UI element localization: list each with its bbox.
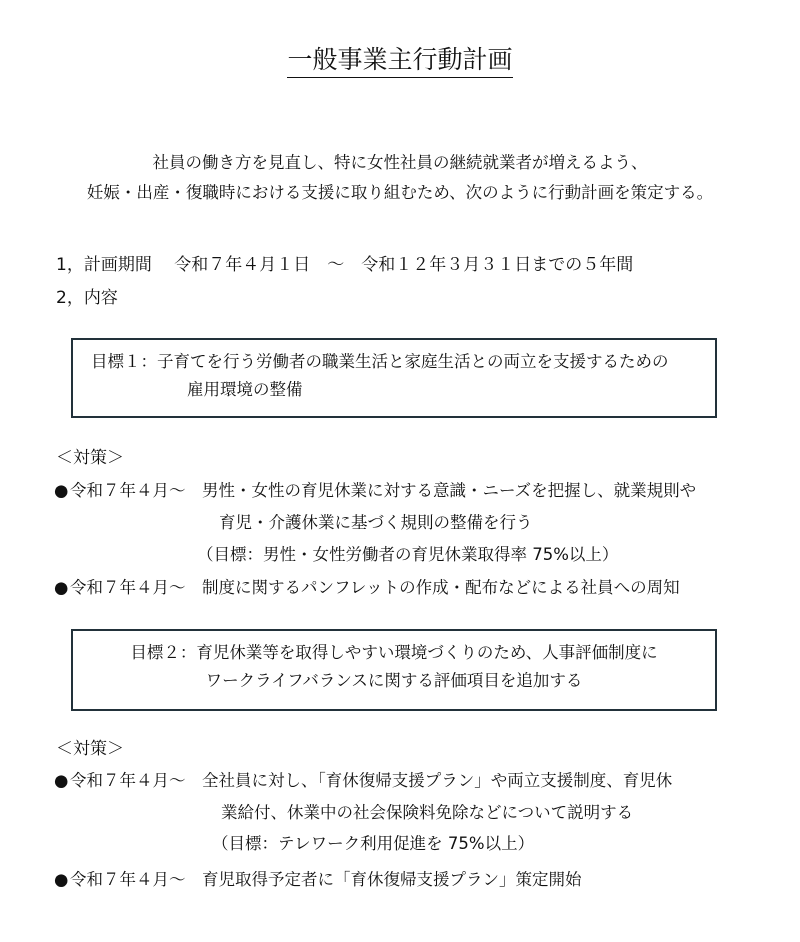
intro-line-2: 妊娠・出産・復職時における支援に取り組むため、次のように行動計画を策定する。 <box>86 183 714 202</box>
measure-2-1 <box>54 767 672 794</box>
measure-2-2 <box>54 866 582 893</box>
goal-1-line-2: 雇用環境の整備 <box>187 380 303 399</box>
measure-1-2-line-1: 令和７年４月～ 制度に関するパンフレットの作成・配布などによる社員への周知 <box>70 578 680 597</box>
measure-1-1-line-1: 令和７年４月～ 男性・女性の育児休業に対する意識・ニーズを把握し、就業規則や <box>70 481 697 500</box>
goal-1-line-1: 目標１：子育てを行う労働者の職業生活と家庭生活との両立を支援するための <box>91 352 669 371</box>
goal-1-box <box>71 338 717 418</box>
measure-1-1-line-3: （目標：男性・女性労働者の育児休業取得率 75%以上） <box>197 545 619 564</box>
bullet-icon: ● <box>54 481 69 500</box>
goal-2-line-2: ワークライフバランスに関する評価項目を追加する <box>205 671 583 690</box>
measures-2-label: ＜対策＞ <box>56 739 124 759</box>
measure-2-1-line-3: （目標：テレワーク利用促進を 75%以上） <box>212 834 535 853</box>
contents-label: 2，内容 <box>56 288 118 308</box>
bullet-icon: ● <box>54 870 69 889</box>
bullet-icon: ● <box>54 578 69 597</box>
measure-1-1-line-2: 育児・介護休業に基づく規則の整備を行う <box>219 513 533 532</box>
measure-1-2 <box>54 574 680 601</box>
measures-1-label: ＜対策＞ <box>56 448 124 468</box>
measure-2-2-line-1: 令和７年４月～ 育児取得予定者に「育休復帰支援プラン」策定開始 <box>70 870 582 889</box>
goal-2-line-1: 目標２：育児休業等を取得しやすい環境づくりのため、人事評価制度に <box>130 643 658 662</box>
measure-2-1-line-2: 業給付、休業中の社会保険料免除などについて説明する <box>221 803 634 822</box>
intro-line-1: 社員の働き方を見直し、特に女性社員の継続就業者が増えるよう、 <box>152 153 648 172</box>
document-title <box>0 44 800 76</box>
bullet-icon: ● <box>54 771 69 790</box>
document-title-text: 一般事業主行動計画 <box>287 45 512 78</box>
intro-paragraph <box>0 148 800 208</box>
measure-1-1 <box>54 477 696 504</box>
plan-period: 1，計画期間 令和７年４月１日 ～ 令和１２年３月３１日までの５年間 <box>56 255 634 275</box>
measure-2-1-line-1: 令和７年４月～ 全社員に対し、「育休復帰支援プラン」や両立支援制度、育児休 <box>70 771 673 790</box>
goal-2-box <box>71 629 717 711</box>
